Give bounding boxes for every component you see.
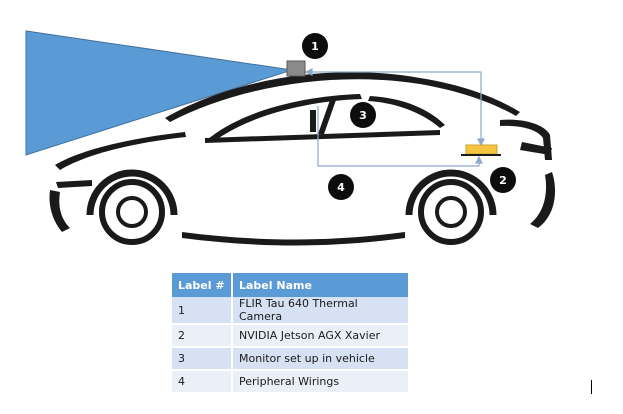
table-row [172, 297, 408, 324]
svg-text:4: 4 [337, 181, 345, 194]
legend-number: 3 [172, 347, 232, 370]
svg-text:2: 2 [499, 174, 507, 187]
svg-text:1: 1 [311, 40, 319, 53]
legend-number: 1 [172, 297, 232, 324]
table-row [172, 347, 408, 370]
text-cursor [591, 380, 592, 394]
legend-number: 4 [172, 370, 232, 393]
badge-4 [328, 174, 354, 200]
badge-1 [302, 33, 328, 59]
peripheral-wiring [306, 69, 484, 166]
rear-wheel [409, 173, 493, 242]
front-wheel [90, 173, 174, 242]
legend-table [172, 273, 408, 394]
thermal-camera [287, 61, 305, 76]
legend-name: NVIDIA Jetson AGX Xavier [232, 324, 408, 347]
legend-name: Peripheral Wirings [232, 370, 408, 393]
legend-header-name: Label Name [232, 273, 408, 297]
legend-name: FLIR Tau 640 Thermal Camera [232, 297, 408, 324]
legend-header-number: Label # [172, 273, 232, 297]
jetson-computer [466, 145, 497, 154]
legend-number: 2 [172, 324, 232, 347]
table-row [172, 370, 408, 393]
legend-name: Monitor set up in vehicle [232, 347, 408, 370]
badge-3 [350, 102, 376, 128]
svg-text:3: 3 [359, 109, 367, 122]
table-row [172, 324, 408, 347]
legend-header-row [172, 273, 408, 297]
badge-2 [490, 167, 516, 193]
